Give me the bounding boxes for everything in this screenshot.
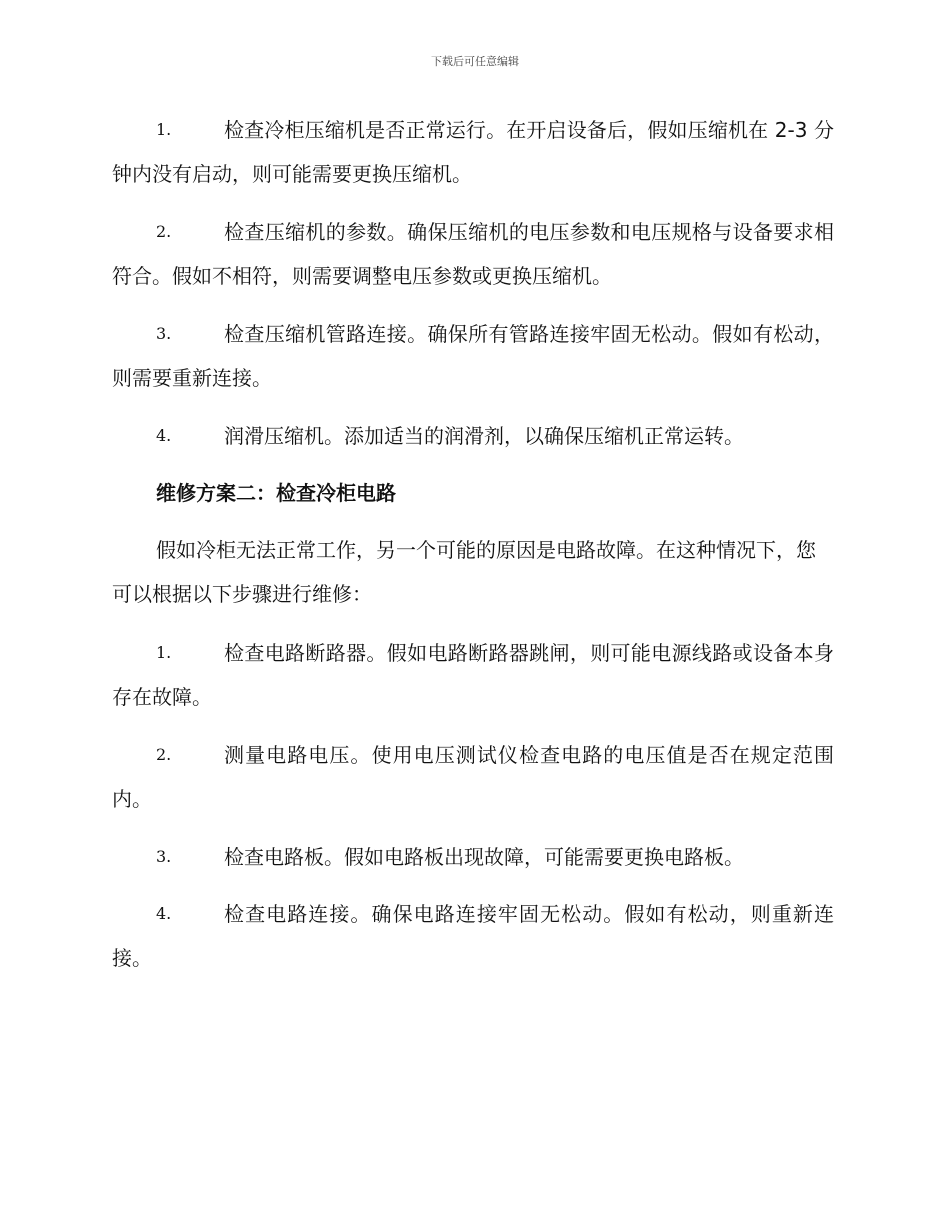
section-heading: 维修方案二：检查冷柜电路 [156, 481, 396, 505]
list-item-circuit-voltage [112, 733, 834, 821]
list-item-compressor-run [112, 108, 834, 196]
list-number: 3. [156, 324, 172, 343]
list-item-compressor-params [112, 210, 834, 298]
list-text: 检查压缩机管路连接。确保所有管路连接牢固无松动。假如有松动，则需要重新连接。 [112, 322, 834, 390]
list-item-compressor-pipes [112, 312, 834, 400]
list-number: 2. [156, 745, 172, 764]
list-text: 检查电路板。假如电路板出现故障，可能需要更换电路板。 [224, 845, 744, 869]
list-item-circuit-breaker [112, 631, 834, 719]
list-number: 1. [156, 120, 172, 139]
list-text: 检查电路连接。确保电路连接牢固无松动。假如有松动，则重新连接。 [112, 902, 834, 970]
section-intro: 假如冷柜无法正常工作，另一个可能的原因是电路故障。在这种情况下，您可以根据以下步骤进行维修： [112, 538, 816, 606]
list-number: 3. [156, 847, 172, 866]
list-number: 2. [156, 222, 172, 241]
list-item-compressor-lubricate [112, 414, 834, 458]
list-text: 检查电路断路器。假如电路断路器跳闸，则可能电源线路或设备本身存在故障。 [112, 641, 834, 709]
list-text: 检查冷柜压缩机是否正常运行。在开启设备后，假如压缩机在 2-3 分钟内没有启动，则可能需要更换压缩机。 [112, 118, 834, 186]
list-item-circuit-connection [112, 892, 834, 980]
list-text: 检查压缩机的参数。确保压缩机的电压参数和电压规格与设备要求相符合。假如不相符，则需要调整电压参数或更换压缩机。 [112, 220, 834, 288]
list-text: 测量电路电压。使用电压测试仪检查电路的电压值是否在规定范围内。 [112, 743, 834, 811]
list-number: 4. [156, 904, 172, 923]
list-number: 1. [156, 643, 172, 662]
list-number: 4. [156, 426, 172, 445]
list-item-circuit-board [112, 835, 834, 879]
list-text: 润滑压缩机。添加适当的润滑剂，以确保压缩机正常运转。 [224, 424, 744, 448]
page-header: 下载后可任意编辑 [431, 55, 519, 68]
